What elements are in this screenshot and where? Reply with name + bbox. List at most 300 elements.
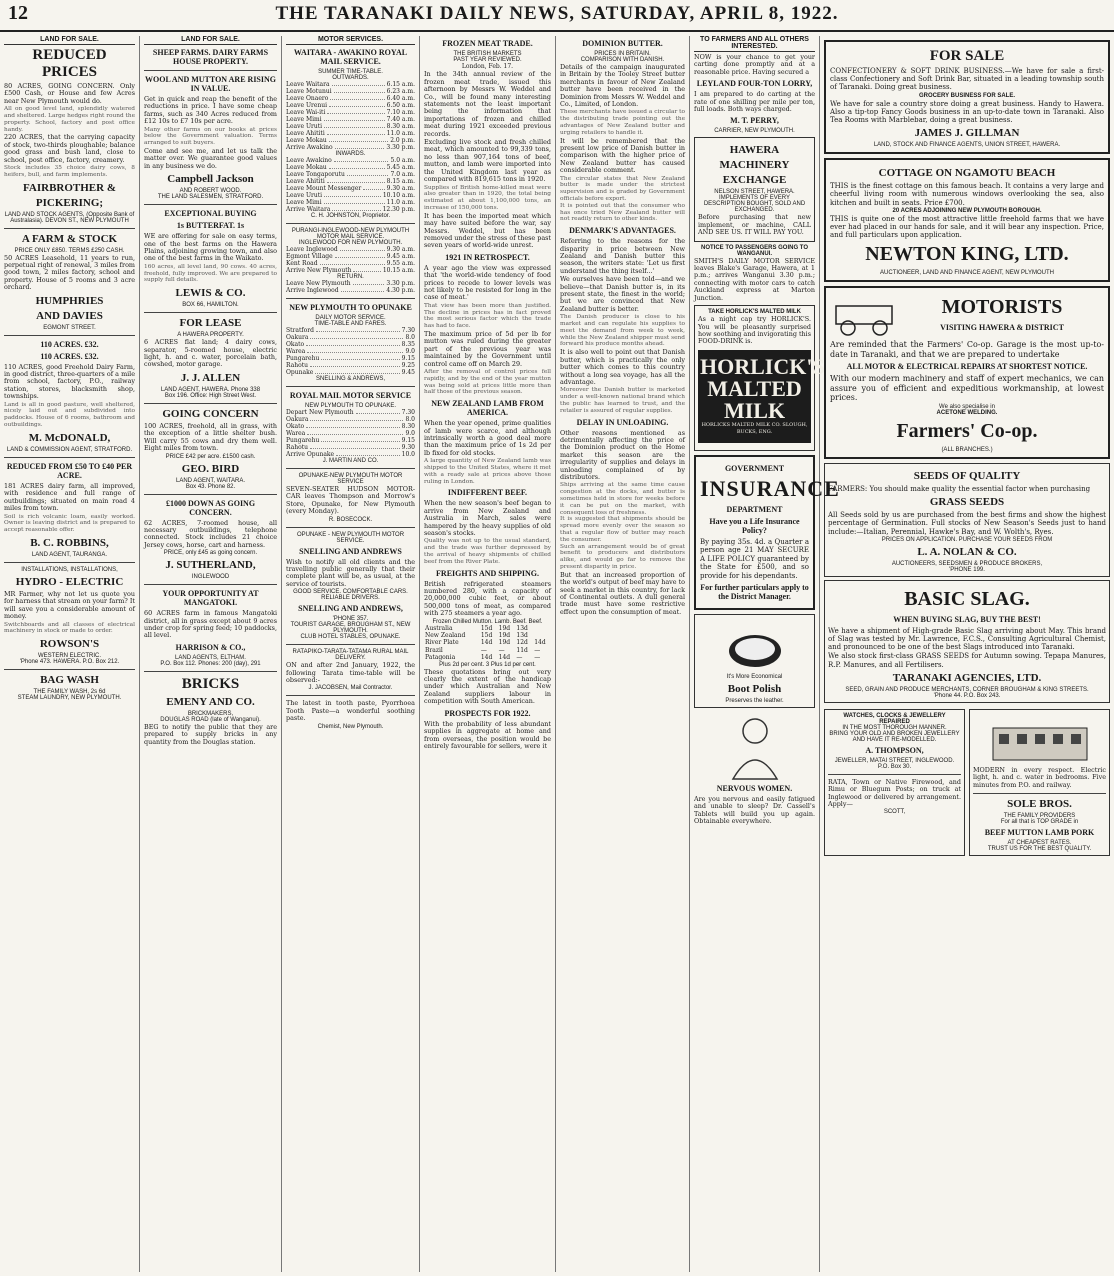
agent-address: LAND & COMMISSION AGENT, STRATFORD.: [6, 446, 133, 453]
timetable-row: [286, 437, 415, 444]
ad-text: For further particulars apply to the District Manager.: [700, 583, 809, 602]
ad-text: 220 ACRES, that the carrying capacity of stock, two-thirds ploughable; balance good grass and bush land, close to school, post office, factory, creamery.: [4, 133, 135, 164]
ad-heading: HAWERA: [729, 144, 780, 157]
article-paragraph: The maximum price of 5d per lb for mutton was ruled during the greater part of the previous year was maintained by the Government until control came off on March 29.: [424, 329, 551, 368]
newspaper-title: THE TARANAKI DAILY NEWS, SATURDAY, APRIL 8, 1922.: [275, 3, 839, 24]
column-motor-services: [282, 36, 420, 1272]
agent-box: Box 196. Office: High Street West.: [164, 392, 257, 399]
brand-name: Farmers' Co-op.: [896, 419, 1038, 442]
timetable-stop: Arrive New Plymouth: [286, 267, 352, 274]
ad-heading: BAG WASH: [40, 674, 99, 687]
ad-text: All Seeds sold by us are purchased from the best firms and show the highest percentage of Germination. Full stocks of New Season's Seeds just to hand include:—Italian, Perennial, Hawke's Bay, and W. Wolth's, Ryes.: [828, 511, 1106, 536]
ad-text: Are reminded that the Farmers' Co-op. Garage is the most up-to-date in Taranaki, and that we are prepared to undertake: [830, 340, 1104, 359]
timetable-stop: Leave New Plymouth: [286, 280, 351, 287]
timetable-time: 9.15: [401, 437, 415, 444]
timetable-stop: Leave Uruti: [286, 192, 323, 199]
ad-text: MR Farmer, why not let us quote you for harness that stream on your farm? It will save you a considerable amount of money.: [4, 589, 135, 621]
ad-text: RATA, Town or Native Firewood, and Rimu or Bluegum Posts; on truck at Inglewood or delivered by arrangement. Apply—: [828, 777, 961, 808]
price-table-row: [424, 654, 551, 661]
timetable-time: 9.45: [401, 369, 415, 376]
ad-heading: SEEDS OF QUALITY: [913, 469, 1021, 482]
article-paragraph: Details of the campaign inaugurated in Britain by the Tooley Street butter merchants in favour of New Zealand butter have been received in the Dominion from Messrs W. Weddel and Co., Limited, of London.: [560, 63, 685, 109]
agent-name: M. McDONALD,: [28, 431, 111, 444]
agent-name: HARRISON & CO.,: [175, 642, 246, 652]
timetable-row: [286, 157, 415, 164]
agent-address: JEWELLER, MATAI STREET, INGLEWOOD.: [834, 757, 955, 764]
timetable-time: 4.30 p.m.: [386, 287, 415, 294]
price-table-cell: New Zealand: [425, 632, 466, 640]
ad-text: We have a shipment of High-grade Basic Slag arriving about May. This brand of Slag was tested by Mr. Lawrence, F.C.S., Consulting Agricultural Chemist, and pronounced to be one of the best Slags introduced into Taranaki.: [828, 626, 1106, 652]
ad-subheading: ALL MOTOR & ELECTRICAL REPAIRS AT SHORTEST NOTICE.: [846, 362, 1088, 372]
section-heading: LAND FOR SALE.: [4, 36, 135, 45]
timetable-row: [286, 423, 415, 430]
timetable-time: 8.30 a.m.: [386, 123, 415, 130]
timetable-time: 8.0: [405, 334, 415, 341]
filler-text: Soil is rich volcanic loam, easily worked. Owner is leaving district and is prepared to accept reasonable offer.: [4, 513, 135, 534]
timetable-time: 5.45 a.m.: [386, 164, 415, 171]
ad-text: 62 ACRES, 7-roomed house, all necessary outbuildings, telephone connected. Stock includes 21 choice Jersey cows, horse, cart and harness.: [144, 518, 277, 549]
ad-text: BRING YOUR OLD AND BROKEN JEWELLERY AND HAVE IT RE-MODELLED.: [829, 730, 960, 743]
filler-text: The Danish producer is close to his market and can regulate his supplies to meet the demand from week to week, while the New Zealand shipper must send forward his produce months ahead.: [560, 314, 685, 348]
price-table-row: [424, 639, 551, 646]
ad-heading: RATAPIKO-TARATA-TATAMA RURAL MAIL DELIVERY.: [292, 649, 409, 662]
woman-illustration-icon: [715, 711, 795, 781]
ad-price: PRICE ONLY £850. TERMS £250 CASH.: [14, 247, 125, 254]
ad-text: MODERN in every respect. Electric light, h. and c. water in bedrooms. Five minutes from P.O. and railway.: [973, 765, 1106, 789]
agent-box: Box 43. Phone 82.: [185, 483, 236, 490]
filler-text: That view has been more than justified. The decline in prices has in fact proved the most serious factor which the trade has had to face.: [424, 302, 551, 330]
masthead: [0, 0, 1114, 32]
ad-heading: £1000 DOWN AS GOING CONCERN.: [165, 498, 256, 517]
boot-polish-ad: [694, 614, 815, 708]
timetable-time: 11.0 a.m.: [386, 130, 415, 137]
agent-name: SOLE BROS.: [1007, 797, 1072, 810]
ad-text: 6 ACRES flat land; 4 dairy cows, separator, 5-roomed house, electric light, h. and c. water, porcelain bath, cowshed, motor garage.: [144, 338, 277, 369]
ad-heading: REDUCED PRICES: [32, 47, 107, 80]
agent-address: EGMONT STREET.: [43, 324, 96, 331]
ad-heading: FOR SALE: [929, 48, 1005, 64]
timetable-return: [286, 280, 415, 294]
agent-subname: AND ROBERT WOOD.: [179, 188, 242, 195]
timetable-royal-mail: [286, 409, 415, 458]
dateline: London, Feb. 17.: [461, 63, 514, 70]
timetable-row: [286, 409, 415, 416]
article-subtitle: THE BRITISH MARKETS: [453, 51, 522, 57]
price-table-cell: —: [534, 646, 541, 654]
ad-heading: GOVERNMENT: [724, 463, 785, 473]
timetable-time: 9.0: [405, 430, 415, 437]
timetable-row: [286, 164, 415, 171]
article-paragraph: When the year opened, prime qualities of lamb were scarce, and although intrinsically worth a good deal more than the maximum price of 1s 2d per lb fixed for old stocks.: [424, 419, 551, 457]
timetable-stop: Warea: [286, 430, 306, 437]
price-table-cell: 15d: [480, 624, 493, 632]
brand-name: MILK: [723, 397, 786, 423]
article-paragraph: In the 34th annual review of the frozen meat trade, issued this afternoon by Messrs W. Weddel and Co., will be found many interesting statements not the least important being the information that importations of frozen and chilled meat during 1921 exceeded previous records.: [424, 70, 551, 138]
ad-heading: EXCEPTIONAL BUYING: [164, 209, 257, 219]
agent-address: CLUB HOTEL STABLES, OPUNAKE.: [300, 634, 401, 641]
timetable-time: 3.30 p.m.: [386, 144, 415, 151]
timetable-title: SUMMER TIME-TABLE.: [318, 69, 383, 75]
proprietor: SNELLING & ANDREWS,: [315, 376, 386, 382]
price-table-cell: 14d: [534, 639, 546, 647]
timetable-row: [286, 327, 415, 334]
ad-text: We also specialise in: [939, 403, 995, 410]
timetable-row: [286, 102, 415, 109]
timetable-stop: Rahotu: [286, 362, 308, 369]
price-table-note: Plus 2d per cent. 3 Plus 1d per cent.: [439, 661, 536, 668]
ad-heading: 110 ACRES. £32.: [40, 351, 99, 361]
brand-name: HORLICK'S: [700, 353, 825, 379]
ad-text: NOW is your chance to get your carting done promptly and at a reasonable price. Having secured a: [694, 53, 815, 76]
ad-text: 60 ACRES farm in famous Mangatoki district, all in grass except about 9 acres under crop for spring feed; 10 paddocks, all level.: [144, 609, 277, 640]
ad-text: Before purchasing that new implement, or machine, CALL AND SEE US. IT WILL PAY YOU.: [698, 213, 811, 237]
timetable-stop: Leave Motunui: [286, 88, 332, 95]
ad-text: For all that is TOP GRADE in: [1000, 818, 1079, 825]
filler-text: Such an arrangement would be of great benefit to producers and distributors alike, and would go far to remove the present disparity in price.: [560, 543, 685, 570]
timetable-stop: Leave Urenui: [286, 102, 328, 109]
filler-text: After the removal of control prices fell rapidly, and by the end of the year mutton was being sold at prices little more than half those of the previous season.: [424, 368, 551, 396]
ad-subheading: WHEN BUYING SLAG, BUY THE BEST!: [893, 614, 1041, 624]
timetable-stop: Leave Ahititi: [286, 178, 325, 185]
timetable-stop: Stratford: [286, 327, 314, 334]
ad-heading: BRICKS: [181, 675, 240, 692]
ad-heading: NOTICE TO PASSENGERS GOING TO WANGANUI.: [700, 244, 808, 257]
article-paragraph: It has been the imported meat which may have suited before the war, say Messrs. Weddel, but has been removed under the stress of these past seven years of world-wide unrest.: [424, 211, 551, 250]
timetable-row: [286, 334, 415, 341]
filler-text: It is suggested that shipments should be spread more evenly over the season so that a regular flow of butter may reach the consumer.: [560, 516, 685, 543]
ad-heading: HYDRO - ELECTRIC: [15, 575, 124, 588]
price-table-row: [424, 632, 551, 639]
timetable-time: 7.40 a.m.: [386, 116, 415, 123]
ad-text: THIS is quite one of the most attractive little freehold farms that we have ever had placed in our hands for sale, and it will bear any inspection. Price, and full particulars upon application.: [830, 214, 1104, 240]
car-illustration-icon: [830, 292, 900, 340]
filler-text: Ships arriving at the same time cause congestion at the docks, and butter is sometimes held in store for weeks before it can be put on the market, with consequent loss of freshness.: [560, 482, 685, 516]
price-table-cell: 14d: [480, 639, 493, 647]
ad-heading: LEYLAND FOUR-TON LORRY,: [696, 79, 813, 89]
timetable-row: [286, 192, 415, 199]
timetable-row: [286, 185, 415, 192]
price-table-cell: 15d: [480, 632, 493, 640]
timetable-opunake: [286, 327, 415, 376]
timetable-row: [286, 206, 415, 213]
ad-text: 110 ACRES, good Freehold Dairy Farm, in good district, three-quarters of a mile from school, factory, P.O., railway station, stores, blacksmith shop, townships.: [4, 362, 135, 401]
article-subhead: NEW ZEALAND LAMB FROM AMERICA.: [431, 399, 544, 418]
ad-price: PRICE, only £45 as going concern.: [163, 550, 258, 557]
ad-subheading: IN THE MOST THOROUGH MANNER.: [842, 724, 947, 731]
agent-name: NEWTON KING, LTD.: [865, 243, 1069, 266]
ad-heading: BASIC SLAG.: [904, 587, 1030, 610]
timetable-stop: Okato: [286, 341, 305, 348]
timetable-time: 2.0 p.m.: [390, 137, 415, 144]
timetable-time: 8.35: [401, 341, 415, 348]
timetable-row: [286, 130, 415, 137]
ad-subheading: NEW PLYMOUTH TO OPUNAKE.: [304, 403, 396, 409]
timetable-row: [286, 355, 415, 362]
timetable-stop: Leave Ahititi: [286, 130, 325, 137]
ad-text: WE are offering for sale on easy terms, one of the best farms on the Hawera Plains, adjoining growing town, and also one of the best farms in the Waikato.: [144, 232, 277, 263]
agent-address: DOUGLAS ROAD (late of Wanganui).: [160, 716, 261, 723]
agent-address: AUCTIONEERS, SEEDSMEN & PRODUCE BROKERS,: [891, 560, 1043, 567]
agent-address: LAND AGENT, TAURANGA.: [31, 551, 108, 558]
ad-slogan: GOOD SERVICE. COMFORTABLE CARS. RELIABLE DRIVERS.: [293, 589, 408, 602]
timetable-time: 10.10 a.m.: [382, 192, 415, 199]
proprietor: R. BOSECOCK.: [328, 516, 373, 523]
timetable-row: [286, 199, 415, 206]
price-table-row: [424, 625, 551, 632]
timetable-time: 8.30: [401, 423, 415, 430]
timetable-row: [286, 137, 415, 144]
ad-text: PRICES ON APPLICATION. PURCHASE YOUR SEEDS FROM: [881, 536, 1053, 543]
agent-address: Chemist, New Plymouth.: [317, 723, 384, 730]
agent-address: INGLEWOOD: [191, 574, 230, 581]
ad-heading: NERVOUS WOMEN.: [716, 784, 793, 794]
timetable-time: 9.25: [401, 362, 415, 369]
brand-sub: HORLICKS MALTED MILK CO. SLOUGH, BUCKS, ENG.: [701, 421, 808, 436]
ad-text: Wish to notify all old clients and the travelling public generally that their complete plant will be, as usual, at the service of tourists.: [286, 557, 415, 588]
ad-subheading: A HAWERA PROPERTY.: [177, 332, 244, 339]
agent-phone: 'PHONE 357.: [332, 616, 369, 623]
ad-text: The latest in tooth paste, Pyorrhoea Tooth Paste—a wonderful soothing paste.: [286, 699, 415, 723]
filler-text: Many other farms on our books at prices below the Government valuation. Terms arranged to suit buyers.: [144, 126, 277, 147]
ad-heading: GRASS SEEDS: [929, 496, 1005, 509]
timetable-row: [286, 171, 415, 178]
agent-address: CARRIER, NEW PLYMOUTH.: [714, 128, 795, 135]
ad-subheading: 20 ACRES ADJOINING NEW PLYMOUTH BOROUGH.: [892, 207, 1042, 214]
ad-slogan: AT CHEAPEST RATES.: [1007, 839, 1072, 846]
ad-heading: EXCHANGE: [722, 174, 787, 187]
price-table-cell: 19d: [498, 632, 511, 640]
brand-name: MALTED: [707, 375, 802, 401]
ad-text: Are you nervous and easily fatigued and unable to sleep? Dr. Cassell's Tablets will build you up again. Obtainable everywhere.: [694, 795, 815, 826]
timetable-row: [286, 369, 415, 376]
ad-subheading: THE FAMILY WASH, 2s 6d: [33, 689, 106, 696]
timetable-stop: Leave Mimi: [286, 199, 322, 206]
price-table-cell: Patagonia: [425, 654, 456, 662]
timetable-stop: Leave Tongaporutu: [286, 171, 345, 178]
ad-subheading: 1s BUTTERFAT. 1s: [176, 221, 245, 231]
agent-address: TOURIST GARAGE, BROUGHAM ST., NEW PLYMOUTH.: [290, 622, 411, 635]
section-heading: MOTOR SERVICES.: [286, 36, 415, 45]
timetable-time: 9.0: [405, 348, 415, 355]
agent-address: LAND AGENT, WAITARA.: [175, 477, 245, 484]
ad-slogan: TRUST US FOR THE BEST QUALITY.: [987, 845, 1092, 852]
price-table-cell: 19d: [498, 639, 511, 647]
timetable-time: 6.15 a.m.: [386, 81, 415, 88]
article-paragraph: Excluding live stock and fresh chilled meat, which amounted to 99,339 tons, no less than 907,164 tons of beef, mutton, and lamb were imported into the United Kingdom last year as compared with 819,615 tons in 1920.: [424, 138, 551, 184]
price-table-title: Frozen Chilled Mutton. Lamb. Beef. Beef.: [432, 618, 543, 625]
column-dominion-butter-article: [556, 36, 690, 1272]
article-paragraph: Other reasons mentioned as detrimentally affecting the price of the Dominion product on the Home market this season are the irregularity of supplies and delays in unloading complained of by distributors.: [560, 428, 685, 481]
ad-heading: WOOL AND MUTTON ARE RISING IN VALUE.: [145, 75, 276, 93]
ad-heading: OPUNAKE - NEW PLYMOUTH MOTOR SERVICE.: [296, 531, 405, 544]
price-table-cell: —: [480, 646, 487, 654]
article-paragraph: When the new season's beef began to arrive from New Zealand and Australia in March, sales were hampered by the heavy supplies of old season's stocks.: [424, 499, 551, 537]
timetable-row: [286, 280, 415, 287]
section-heading: TO FARMERS AND ALL OTHERS INTERESTED.: [694, 36, 815, 52]
timetable-stop: Arrive Waitara: [286, 206, 331, 213]
agent-phone: 'PHONE 199.: [949, 566, 985, 573]
agent-address: AUCTIONEER, LAND AND FINANCE AGENT, NEW PLYMOUTH: [880, 270, 1054, 277]
ad-text: With our modern machinery and staff of expert mechanics, we can assure you of efficient and expeditious workmanship, at lowest prices.: [830, 374, 1104, 403]
timetable-row: [286, 109, 415, 116]
column-land-for-sale-1: [0, 36, 140, 1272]
article-paragraph: It is also well to point out that Danish butter, which is practically the only butter which comes to this country without a long sea voyage, has all the advantage.: [560, 348, 685, 386]
horlicks-ad: [694, 305, 825, 450]
article-paragraph: With the probability of less abundant supplies in aggregate at home and from overseas, the position would be entirely favourable for sellers, were it: [424, 719, 551, 750]
filler-text: Land is all in good pasture, well sheltered, nicely laid out and subdivided into paddocks. House of 6 rooms, bathroom and outbuildings.: [4, 401, 135, 429]
ad-subheading: ACETONE WELDING.: [936, 409, 998, 416]
price-table-cell: River Plate: [425, 639, 459, 647]
timetable-time: 9.30 a.m.: [386, 246, 415, 253]
ad-heading: WATCHES, CLOCKS & JEWELLERY REPAIRED: [843, 712, 946, 725]
motorists-ad: [824, 286, 1110, 459]
article-subhead: DENMARK'S ADVANTAGES.: [569, 226, 676, 236]
timetable-time: 3.30 p.m.: [386, 280, 415, 287]
timetable-subhead: INWARDS.: [335, 151, 366, 157]
price-table-cell: —: [534, 654, 541, 662]
timetable-stop: Pungarehu: [286, 355, 320, 362]
agent-address: WESTERN ELECTRIC.: [37, 653, 101, 660]
price-table-cell: 19d: [498, 624, 511, 632]
timetable-row: [286, 253, 415, 260]
timetable-time: 9.15: [401, 355, 415, 362]
agent-box: P.O. Box 30.: [877, 763, 912, 770]
ad-subheading: VISITING HAWERA & DISTRICT: [940, 323, 1064, 333]
timetable-row: [286, 116, 415, 123]
price-table-cell: 14d: [498, 654, 511, 662]
agent-address: LAND AND STOCK AGENTS, (Opposite Bank of Australasia). DEVON ST., NEW PLYMOUTH: [4, 211, 135, 224]
timetable-title: TIME-TABLE AND FARES.: [314, 321, 387, 327]
filler-text: A large quantity of New Zealand lamb was shipped to the United States, where it met with a ready sale at prices above those ruling in London.: [424, 458, 551, 485]
agent-box: P.O. Box 112. Phones: 200 (day), 291: [160, 660, 261, 667]
ad-text: 100 ACRES, freehold, all in grass, with the exception of a little shelter bush. Will carry 55 cows and dry them well. Eight miles from town.: [144, 421, 277, 453]
timetable-row: [286, 81, 415, 88]
article-paragraph: But that an increased proportion of the world's output of beef may have to seek a market in this country, for lack of Continental outlets. A dull general trade must have some restrictive effect upon the consumption of meat.: [560, 570, 685, 616]
filler-text: Stock includes 35 choice dairy cows, 8 heifers, bull, and farm implements.: [4, 165, 135, 178]
ad-text: SMITH'S DAILY MOTOR SERVICE leaves Blake's Garage, Hawera, at 1 p.m.; arrives Wanganui 3.30 p.m.; connecting with motor cars to catch Auckland express at Marton Junction.: [694, 256, 815, 302]
ad-subheading: DAILY MOTOR SERVICE.: [315, 315, 386, 321]
timetable-time: 8.15 a.m.: [386, 178, 415, 185]
timetable-row: [286, 260, 415, 267]
cottage-ad: [824, 158, 1110, 282]
article-paragraph: These quotations bring out very clearly the extent of the handicap under which Australian and New Zealand suppliers labour in competition with South American.: [424, 667, 551, 706]
timetable-time: 10.15 a.m.: [382, 267, 415, 274]
hotel-building-icon: [985, 716, 1095, 764]
brand-sub: (ALL BRANCHES.): [941, 446, 993, 453]
ad-heading: A FARM & STOCK: [21, 232, 118, 245]
agent-name: GEO. BIRD: [181, 462, 240, 475]
article-subhead: 1921 IN RETROSPECT.: [445, 252, 530, 262]
timetable-time: 9.30 a.m.: [386, 185, 415, 192]
timetable-outwards: [286, 81, 415, 151]
timetable-stop: Kent Road: [286, 260, 318, 267]
timetable-row: [286, 287, 415, 294]
ad-heading: DEPARTMENT: [726, 504, 783, 514]
page-number: 12: [8, 2, 28, 24]
timetable-row: [286, 267, 415, 274]
ad-text: 181 ACRES dairy farm, all improved, with residence and full range of outbuildings; situated on main road 4 miles from town.: [4, 481, 135, 513]
timetable-time: 7.10 a.m.: [386, 109, 415, 116]
timetable-time: 8.0: [405, 416, 415, 423]
timetable-time: 5.0 a.m.: [390, 157, 415, 164]
timetable-stop: Leave Mokau: [286, 164, 327, 171]
timetable-row: [286, 430, 415, 437]
price-table-cell: [533, 632, 551, 639]
timetable-row: [286, 362, 415, 369]
ad-question: Have you a Life Insurance Policy?: [709, 516, 800, 535]
agent-subname: BRICKMAKERS,: [187, 710, 234, 717]
agent-name: J. J. ALLEN: [180, 371, 241, 384]
price-table-cell: [533, 625, 551, 632]
ad-price: PRICE £42 per acre. £1500 cash.: [165, 453, 256, 460]
price-table-cell: —: [516, 654, 523, 662]
brand-name: Boot Polish: [727, 683, 782, 696]
agent-name: SNELLING AND ANDREWS,: [298, 604, 403, 614]
timetable-stop: Egmont Village: [286, 253, 333, 260]
ad-text: THIS is the finest cottage on this famous beach. It contains a very large and cheerful living room with numerous windows overlooking the sea, also kitchen and built in seats. Price £700.: [830, 182, 1104, 207]
ad-heading: INSURANCE: [700, 475, 840, 501]
agent-name: JAMES J. GILLMAN: [914, 127, 1020, 140]
ad-subheading: BEEF MUTTON LAMB PORK: [984, 827, 1095, 837]
ad-heading: NEW PLYMOUTH TO OPUNAKE: [289, 303, 412, 312]
price-table-cell: 11d: [516, 646, 528, 654]
timetable-row: [286, 178, 415, 185]
agent-name: J. SUTHERLAND,: [165, 559, 256, 572]
price-table-cell: Australia: [425, 624, 453, 632]
filler-text: Supplies of British home-killed meat were also greater than in 1920, the total being estimated at about 1,100,000 tons, an increase of 150,000 tons.: [424, 184, 551, 211]
agent-address: STEAM LAUNDRY, NEW PLYMOUTH.: [17, 695, 122, 702]
price-table-cell: 13d: [516, 624, 528, 632]
agent-name: LEWIS & CO.: [175, 287, 246, 300]
timetable-time: 6.50 a.m.: [386, 102, 415, 109]
timetable-row: [286, 444, 415, 451]
agent-name: AND DAVIES: [36, 309, 103, 322]
ad-subheading: INSTALLATIONS, INSTALLATIONS,: [21, 566, 118, 573]
ad-heading: YOUR OPPORTUNITY AT MANGATOKI.: [162, 589, 259, 608]
agent-name: HUMPHRIES: [35, 294, 104, 307]
for-sale-ad: [824, 40, 1110, 154]
filler-text: These merchants have issued a circular to the distributing trade pointing out the advantages of New Zealand butter and urging retailers to handle it.: [560, 109, 685, 136]
agent-subname: THE FAMILY PROVIDERS: [1003, 812, 1076, 819]
timetable-stop: Pungarehu: [286, 437, 320, 444]
ad-text: FARMERS: You should make quality the essential factor when purchasing: [828, 484, 1091, 493]
ad-text: SEVEN-SEATER HUDSON MOTOR-CAR leaves Thompson and Morrow's Store, Opunake, for New Plymouth (every Monday).: [286, 485, 415, 516]
agent-name: B. C. ROBBINS,: [30, 536, 109, 549]
filler-text: It is pointed out that the consumer who has once tried New Zealand butter will not readily return to other kinds.: [560, 202, 685, 223]
timetable-subhead: INGLEWOOD FOR NEW PLYMOUTH.: [298, 240, 403, 246]
ad-heading: MOTORISTS: [941, 296, 1063, 319]
timetable-row: [286, 144, 415, 151]
timetable-stop: Oakura: [286, 416, 309, 423]
agent-address: SEED, GRAIN AND PRODUCE MERCHANTS, CORNER BROUGHAM & KING STREETS.: [845, 686, 1089, 693]
article-subhead: FREIGHTS AND SHIPPING.: [436, 568, 539, 578]
timetable-stop: Leave Mokau: [286, 137, 327, 144]
timetable-time: 11.0 a.m.: [386, 199, 415, 206]
ad-heading: MACHINERY: [719, 159, 790, 172]
ad-heading: OPUNAKE-NEW PLYMOUTH MOTOR SERVICE: [298, 473, 403, 485]
ad-text: 50 ACRES Leasehold, 11 years to run, perpetual right of renewal, 3 miles from good town, 2 miles factory, school and property. House of 5 rooms and 3 acre orchard.: [4, 253, 135, 292]
price-table: [424, 625, 551, 662]
agent-name: M. T. PERRY,: [730, 116, 779, 126]
insurance-ad: [694, 455, 840, 611]
proprietor: C. H. JOHNSTON, Proprietor.: [310, 213, 391, 219]
ad-text: I am prepared to do carting at the rate of one shilling per mile per ton, full loads. Both ways charged.: [694, 90, 815, 114]
article-subtitle: PRICES IN BRITAIN.: [594, 51, 651, 57]
ad-heading: WAITARA - AWAKINO ROYAL MAIL SERVICE.: [293, 48, 408, 66]
ad-text: 80 ACRES, GOING CONCERN. Only £500 Cash, or House and few Acres near New Plymouth would do.: [4, 82, 135, 105]
hotel-butcher-ad: [969, 709, 1110, 856]
agent-phone: 'Phone 473. HAWERA. P.O. Box 212.: [19, 659, 120, 666]
